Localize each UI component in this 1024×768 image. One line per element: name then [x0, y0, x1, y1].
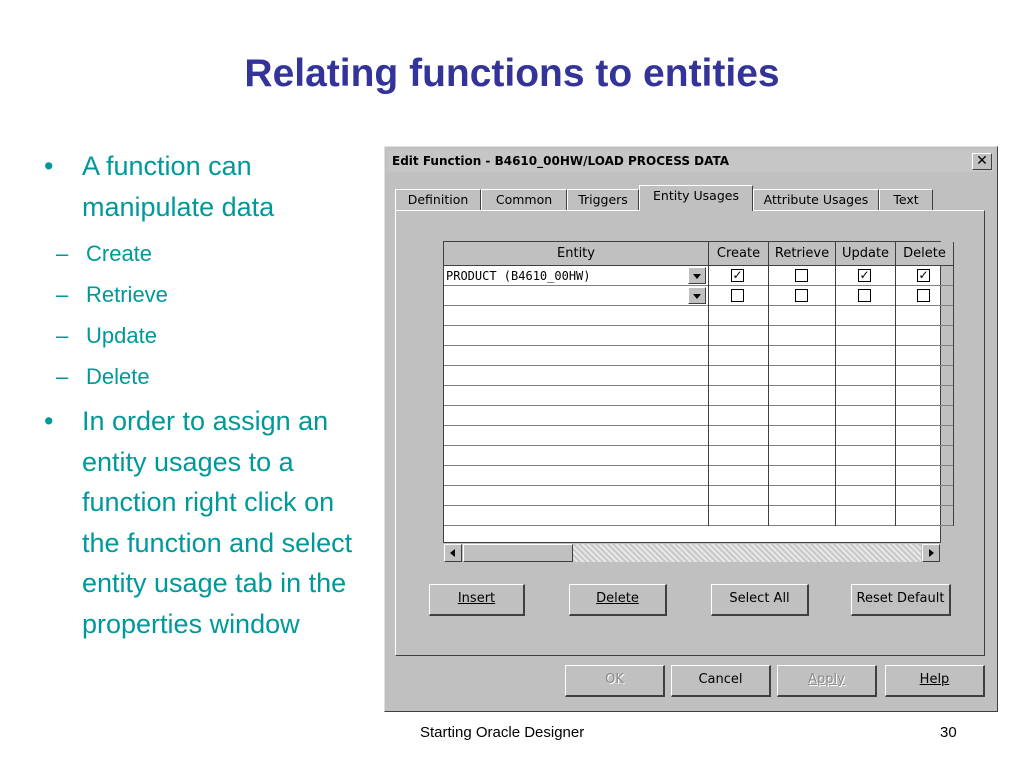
create-cell[interactable] — [709, 306, 769, 326]
delete-cell[interactable] — [896, 366, 954, 386]
delete-button[interactable] — [569, 584, 667, 616]
table-row[interactable] — [444, 426, 954, 446]
tab-label: Definition — [407, 192, 469, 207]
retrieve-cell[interactable] — [769, 366, 836, 386]
select-all-button[interactable] — [711, 584, 809, 616]
sub-bullet-list — [40, 233, 370, 397]
tab-common[interactable] — [481, 189, 567, 210]
sub-bullet-text: Create — [86, 241, 153, 266]
update-cell[interactable] — [836, 346, 896, 366]
retrieve-checkbox[interactable] — [795, 289, 808, 302]
button-label: Cancel — [698, 672, 743, 687]
delete-cell[interactable] — [896, 466, 954, 486]
footer-text: Starting Oracle Designer — [420, 724, 585, 741]
tab-label: Text — [893, 192, 919, 207]
update-cell[interactable] — [836, 366, 896, 386]
edit-function-dialog — [384, 146, 998, 712]
table-row[interactable] — [444, 266, 954, 286]
dash-mark: – — [56, 323, 69, 348]
create-cell[interactable] — [709, 286, 769, 306]
tab-entity-usages[interactable] — [639, 185, 753, 211]
create-cell[interactable] — [709, 446, 769, 466]
entity-cell[interactable] — [444, 326, 709, 346]
delete-cell[interactable] — [896, 446, 954, 466]
create-cell[interactable] — [709, 266, 769, 286]
table-row[interactable] — [444, 386, 954, 406]
update-checkbox[interactable] — [858, 289, 871, 302]
update-cell[interactable] — [836, 386, 896, 406]
update-cell[interactable] — [836, 266, 896, 286]
entity-cell[interactable] — [444, 446, 709, 466]
update-cell[interactable] — [836, 286, 896, 306]
column-header-update[interactable]: Update — [836, 242, 896, 266]
delete-checkbox[interactable]: ✓ — [918, 268, 929, 282]
column-header-create[interactable]: Create — [709, 242, 769, 266]
retrieve-cell[interactable] — [769, 466, 836, 486]
retrieve-cell[interactable] — [769, 306, 836, 326]
delete-checkbox[interactable] — [917, 289, 930, 302]
table-row[interactable] — [444, 306, 954, 326]
page-number: 30 — [940, 724, 957, 741]
table-row[interactable] — [444, 326, 954, 346]
update-cell[interactable] — [836, 306, 896, 326]
retrieve-cell[interactable] — [769, 426, 836, 446]
tab-text[interactable] — [879, 189, 933, 210]
sub-bullet-text: Update — [86, 323, 157, 348]
retrieve-cell[interactable] — [769, 386, 836, 406]
delete-cell[interactable] — [896, 266, 954, 286]
scroll-left-icon[interactable] — [444, 544, 462, 562]
entity-cell[interactable] — [444, 286, 709, 306]
button-label: Insert — [457, 591, 496, 606]
entity-cell[interactable] — [444, 306, 709, 326]
table-row[interactable] — [444, 466, 954, 486]
table-row[interactable] — [444, 346, 954, 366]
delete-cell[interactable] — [896, 286, 954, 306]
retrieve-cell[interactable] — [769, 506, 836, 526]
tab-attribute-usages[interactable] — [753, 189, 879, 210]
delete-cell[interactable] — [896, 486, 954, 506]
entity-cell[interactable] — [444, 426, 709, 446]
update-cell[interactable] — [836, 506, 896, 526]
retrieve-cell[interactable] — [769, 406, 836, 426]
update-cell[interactable] — [836, 486, 896, 506]
delete-cell[interactable] — [896, 506, 954, 526]
table-row[interactable] — [444, 486, 954, 506]
scroll-thumb[interactable] — [463, 544, 573, 562]
create-cell[interactable] — [709, 346, 769, 366]
table-row[interactable] — [444, 506, 954, 526]
retrieve-cell[interactable] — [769, 286, 836, 306]
dialog-title: Edit Function - B4610_00HW/LOAD PROCESS DATA — [392, 154, 730, 168]
sub-bullet-text: Delete — [86, 364, 150, 389]
entity-usage-grid — [443, 241, 946, 543]
entity-cell[interactable] — [444, 466, 709, 486]
bullet-text: A function can manipulate data — [82, 151, 275, 222]
button-label: Reset Default — [856, 591, 945, 606]
bullet-item — [40, 401, 370, 644]
sub-bullet-item — [40, 274, 370, 315]
delete-cell[interactable] — [896, 346, 954, 366]
dropdown-arrow-icon[interactable] — [688, 287, 706, 304]
close-button[interactable] — [972, 153, 992, 170]
entity-cell[interactable] — [444, 506, 709, 526]
tab-triggers[interactable] — [567, 189, 639, 210]
sub-bullet-item — [40, 315, 370, 356]
table-row[interactable] — [444, 286, 954, 306]
update-cell[interactable] — [836, 406, 896, 426]
grid-header — [444, 242, 954, 266]
create-checkbox[interactable] — [731, 289, 744, 302]
entity-cell[interactable] — [444, 406, 709, 426]
bullet-text: In order to assign an entity usages to a function right click on the function and select entity usage tab in the properties window — [82, 406, 353, 639]
delete-cell[interactable] — [896, 406, 954, 426]
sub-bullet-item — [40, 233, 370, 274]
retrieve-cell[interactable] — [769, 346, 836, 366]
tab-label: Attribute Usages — [763, 192, 869, 207]
table-row[interactable] — [444, 406, 954, 426]
tab-definition[interactable] — [395, 189, 481, 210]
create-cell[interactable] — [709, 386, 769, 406]
dash-mark: – — [56, 241, 69, 266]
dialog-titlebar[interactable] — [388, 150, 994, 172]
button-label: OK — [605, 672, 624, 687]
update-cell[interactable] — [836, 326, 896, 346]
retrieve-cell[interactable] — [769, 446, 836, 466]
tab-label: Triggers — [578, 192, 628, 207]
sub-bullet-text: Retrieve — [86, 282, 168, 307]
dash-mark: – — [56, 364, 69, 389]
dropdown-arrow-icon[interactable] — [688, 267, 706, 284]
cancel-button[interactable] — [671, 665, 771, 697]
slide-title: Relating functions to entities — [244, 52, 780, 95]
button-label: Apply — [808, 672, 845, 687]
create-cell[interactable] — [709, 506, 769, 526]
create-cell[interactable] — [709, 326, 769, 346]
create-cell[interactable] — [709, 426, 769, 446]
delete-cell[interactable] — [896, 386, 954, 406]
scroll-track[interactable] — [463, 544, 921, 562]
create-cell[interactable] — [709, 406, 769, 426]
retrieve-cell[interactable] — [769, 486, 836, 506]
close-icon: ✕ — [976, 153, 988, 169]
button-label: Select All — [729, 591, 790, 606]
apply-button[interactable] — [777, 665, 877, 697]
help-button[interactable] — [885, 665, 985, 697]
dash-mark: – — [56, 282, 69, 307]
tab-label: Entity Usages — [653, 188, 739, 203]
table-row[interactable] — [444, 446, 954, 466]
entity-cell[interactable] — [444, 486, 709, 506]
bullet-list — [40, 146, 370, 650]
create-cell[interactable] — [709, 466, 769, 486]
retrieve-cell[interactable] — [769, 326, 836, 346]
insert-button[interactable] — [429, 584, 525, 616]
column-header-delete[interactable]: Delete — [896, 242, 954, 266]
bullet-dot: • — [44, 151, 54, 181]
sub-bullet-item — [40, 356, 370, 397]
retrieve-checkbox[interactable] — [795, 269, 808, 282]
retrieve-cell[interactable] — [769, 266, 836, 286]
create-cell[interactable] — [709, 366, 769, 386]
column-header-entity[interactable]: Entity — [444, 242, 709, 266]
delete-cell[interactable] — [896, 306, 954, 326]
tab-label: Common — [495, 192, 553, 207]
update-cell[interactable] — [836, 466, 896, 486]
table-row[interactable] — [444, 366, 954, 386]
entity-cell[interactable] — [444, 266, 709, 286]
create-cell[interactable] — [709, 486, 769, 506]
column-header-retrieve[interactable]: Retrieve — [769, 242, 836, 266]
update-cell[interactable] — [836, 446, 896, 466]
delete-cell[interactable] — [896, 426, 954, 446]
ok-button[interactable] — [565, 665, 665, 697]
update-cell[interactable] — [836, 426, 896, 446]
button-label: Help — [919, 672, 950, 687]
create-checkbox[interactable]: ✓ — [732, 268, 743, 282]
horizontal-scrollbar[interactable] — [443, 543, 941, 563]
entity-cell[interactable] — [444, 366, 709, 386]
button-label: Delete — [596, 591, 639, 606]
reset-default-button[interactable] — [851, 584, 951, 616]
entity-name: PRODUCT (B4610_00HW) — [446, 269, 591, 283]
entity-cell[interactable] — [444, 346, 709, 366]
bullet-item — [40, 146, 370, 227]
delete-cell[interactable] — [896, 326, 954, 346]
entity-cell[interactable] — [444, 386, 709, 406]
bullet-dot: • — [44, 406, 54, 436]
update-checkbox[interactable]: ✓ — [859, 268, 870, 282]
scroll-right-icon[interactable] — [922, 544, 940, 562]
